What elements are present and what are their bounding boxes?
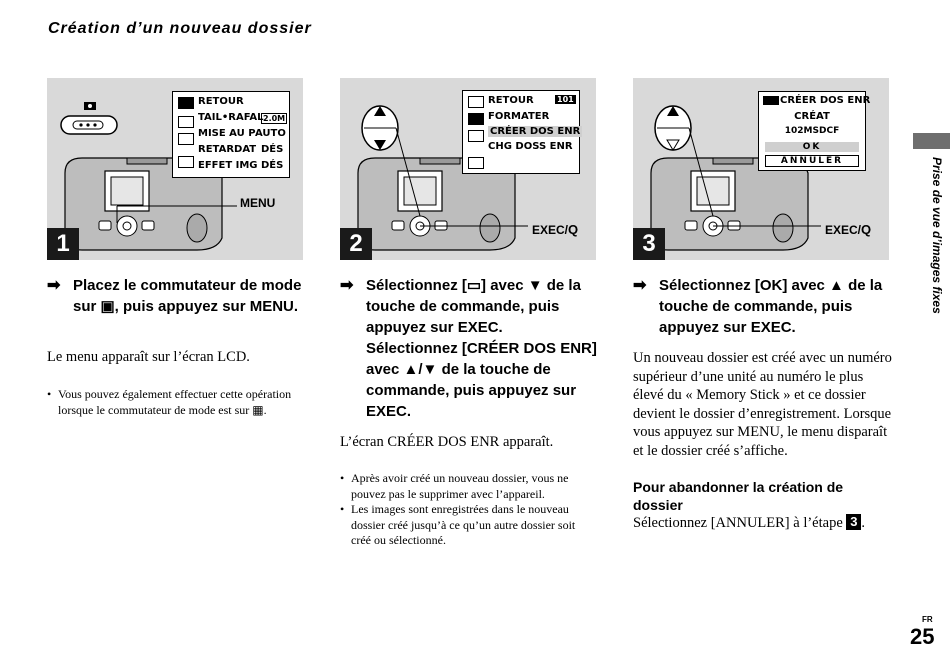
step-1-instruction: ➡ Placez le commutateur de mode sur ▣, puis appuyez sur MENU. bbox=[47, 277, 302, 315]
list-item: • Après avoir créé un nouveau dossier, vous ne pouvez pas le supprimer avec l’appareil. bbox=[340, 471, 598, 502]
lcd-create-folder-screen bbox=[758, 91, 871, 171]
step-2-illustration bbox=[340, 78, 596, 260]
page-title: Création d’un nouveau dossier bbox=[48, 20, 312, 37]
section-tab-marker bbox=[913, 133, 950, 149]
lcd-item-effet-img: EFFET IMG bbox=[198, 160, 258, 171]
camera-icon bbox=[178, 97, 194, 109]
lcd-folder-number: 101 bbox=[557, 95, 574, 104]
lcd-item-retour: RETOUR bbox=[198, 96, 244, 107]
lcd-value-effet: DÉS bbox=[261, 160, 284, 171]
lcd-folder-name: 102MSDCF bbox=[784, 126, 840, 136]
step-2-notes bbox=[340, 471, 598, 549]
step-number-1: 1 bbox=[47, 228, 79, 260]
setup-icon bbox=[468, 130, 484, 142]
lcd-value-size: 2.0M bbox=[263, 114, 286, 123]
lcd-item-formater: FORMATER bbox=[488, 111, 550, 122]
section-tab-label: Prise de vue d’images fixes bbox=[930, 157, 944, 314]
lcd-item-tail-rafal: TAIL•RAFAL bbox=[198, 112, 264, 123]
step-3-body: Un nouveau dossier est créé avec un numéro supérieur d’une unité au numéro le plus élevé du « Memory Stick » et ce dossier devient le dossier d’enregistrement. Lorsque vous appuyez sur MENU, le menu disparaît et le dossier créé s’affiche. bbox=[633, 350, 892, 459]
list-item: • Les images sont enregistrées dans le nouveau dossier créé jusqu’à ce qu’un autre dossier soit créé ou sélectionné. bbox=[340, 502, 598, 549]
lcd-ok-option: OK bbox=[765, 142, 859, 152]
lcd-heading: CRÉER DOS ENR bbox=[780, 95, 871, 106]
step-1-body: Le menu apparaît sur l’écran LCD. bbox=[47, 349, 250, 365]
lcd-creat: CRÉAT bbox=[794, 111, 830, 122]
folder-icon bbox=[178, 116, 194, 128]
list-item: • Vous pouvez également effectuer cette opération lorsque le commutateur de mode est sur ▦. bbox=[47, 387, 303, 418]
step-2-body: L’écran CRÉER DOS ENR apparaît. bbox=[340, 434, 554, 450]
lcd-annuler-option: ANNULER bbox=[765, 155, 859, 167]
step-number-3: 3 bbox=[633, 228, 665, 260]
lcd-item-creer-dos-enr: CRÉER DOS ENR bbox=[490, 126, 581, 137]
lcd-item-mise-au-p: MISE AU P bbox=[198, 128, 256, 139]
lcd-item-retour: RETOUR bbox=[488, 95, 534, 106]
memory-stick-icon bbox=[178, 156, 194, 168]
menu-button-label: MENU bbox=[240, 196, 276, 210]
memory-stick-icon bbox=[468, 157, 484, 169]
folder-icon bbox=[468, 113, 484, 125]
arrow-icon: ➡ bbox=[633, 277, 647, 294]
setup-icon bbox=[178, 133, 194, 145]
step-reference-badge: 3 bbox=[846, 514, 861, 530]
lcd-menu-screen bbox=[172, 91, 290, 178]
step-2-instruction: ➡ Sélectionnez [▭] avec ▼ de la touche de commande, puis appuyez sur EXEC. Sélectionnez [CRÉER DOS ENR] avec ▲/▼ de la touche de commande, puis appuyez sur EXEC. bbox=[340, 277, 597, 420]
step-1-notes bbox=[47, 387, 303, 418]
cancel-instruction: Sélectionnez [ANNULER] à l’étape 3 . bbox=[633, 514, 866, 531]
step-1-illustration bbox=[47, 78, 303, 260]
arrow-icon: ➡ bbox=[47, 277, 61, 294]
folder-icon bbox=[763, 96, 779, 105]
lcd-value-auto: AUTO bbox=[255, 128, 286, 139]
step-number-2: 2 bbox=[340, 228, 372, 260]
cancel-subheading: Pour abandonner la création de dossier bbox=[633, 479, 844, 513]
lcd-value-retardat: DÉS bbox=[261, 144, 284, 155]
arrow-icon: ➡ bbox=[340, 277, 354, 294]
page-number: 25 bbox=[910, 624, 935, 649]
exec-button-label: EXEC/Q bbox=[532, 222, 579, 237]
exec-button-label: EXEC/Q bbox=[825, 222, 872, 237]
lcd-item-retardat: RETARDAT bbox=[198, 144, 257, 155]
lcd-menu-screen bbox=[462, 90, 580, 174]
step-3-illustration bbox=[633, 78, 889, 260]
lcd-item-chg-doss-enr: CHG DOSS ENR bbox=[488, 141, 573, 152]
camera-icon bbox=[468, 96, 484, 108]
page-language: FR bbox=[922, 615, 933, 624]
step-3-instruction: ➡ Sélectionnez [OK] avec ▲ de la touche de commande, puis appuyez sur EXEC. bbox=[633, 277, 883, 336]
